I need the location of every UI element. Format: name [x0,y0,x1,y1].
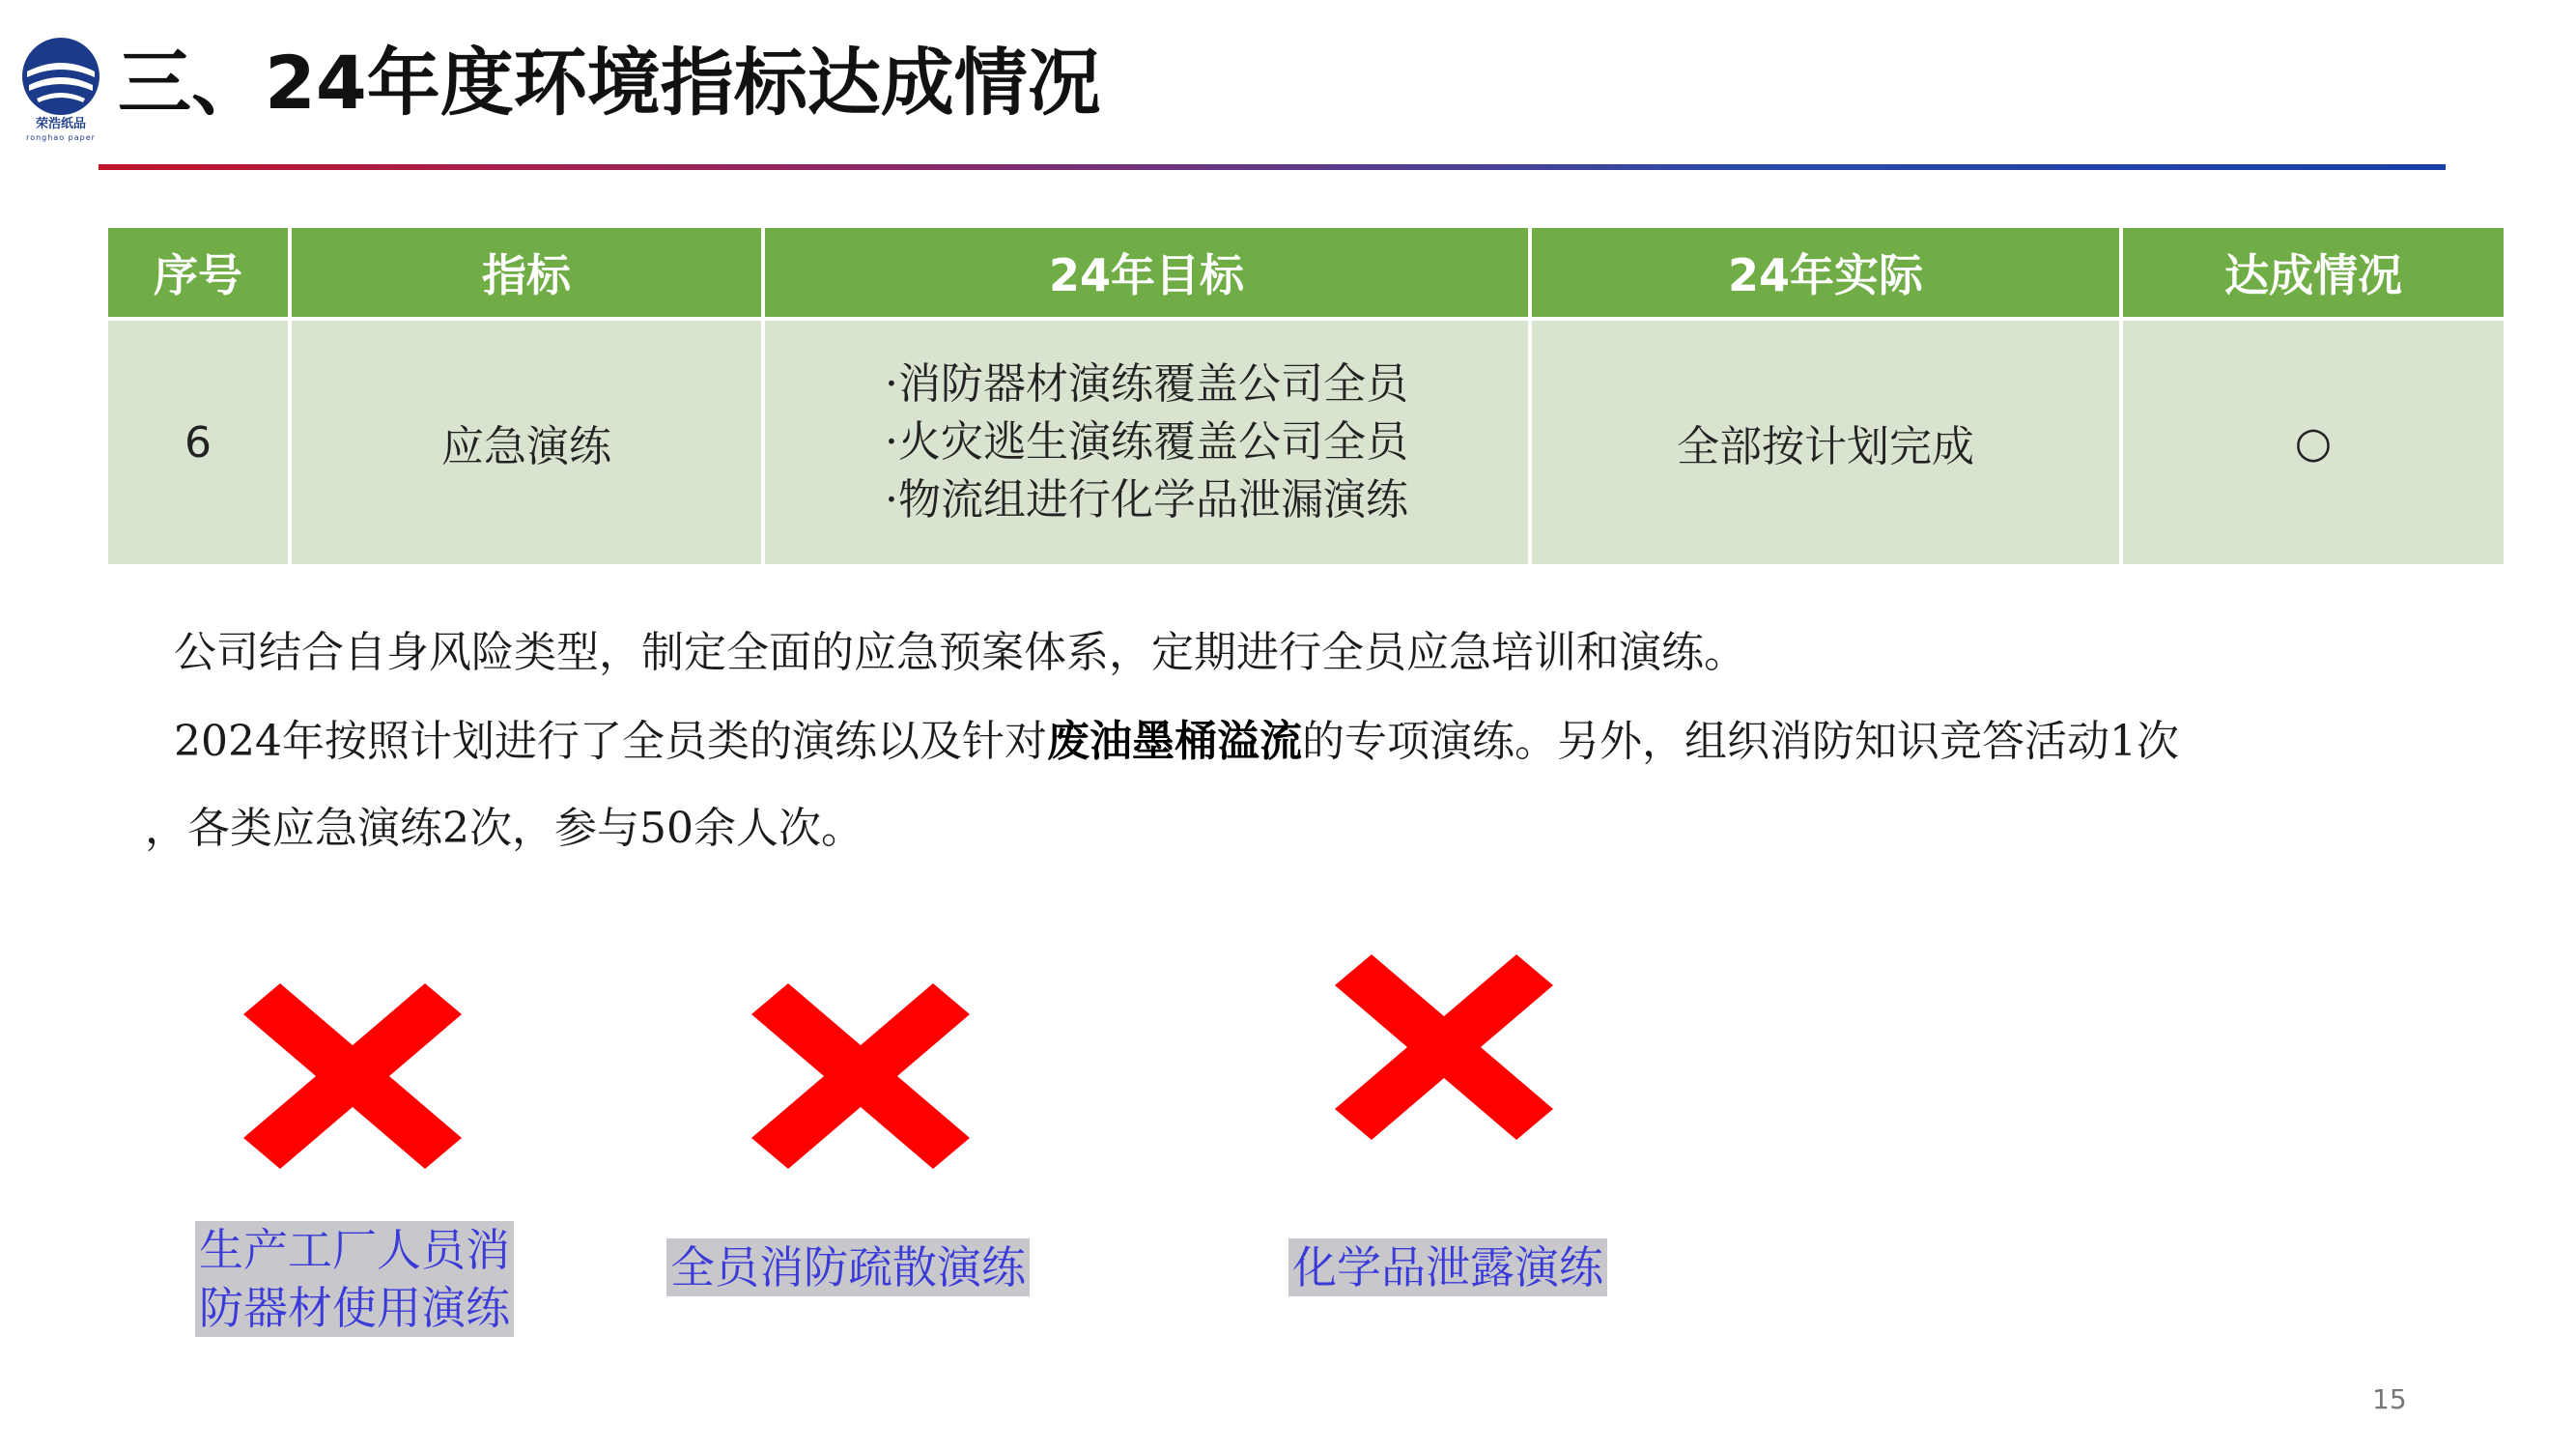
caption-line: 化学品泄露演练 [1288,1238,1607,1296]
caption-line: 防器材使用演练 [195,1279,514,1337]
body-bold-text: 废油墨桶溢流 [1046,717,1302,766]
cell-index: 6 [106,319,290,566]
table-header-row [106,226,2505,319]
header-target: 24年目标 [763,226,1530,319]
logo-text: 荣浩纸品 [35,117,86,131]
image-caption-3 [1288,1238,1607,1296]
caption-line: 生产工厂人员消 [195,1221,514,1279]
cross-icon [243,983,462,1169]
target-item: ·物流组进行化学品泄漏演练 [885,475,1408,525]
target-item: ·火灾逃生演练覆盖公司全员 [885,417,1408,467]
cross-icon [751,983,970,1169]
cross-icon [1335,954,1553,1140]
body-text: 的专项演练。另外，组织消防知识竞答活动1次 [1301,717,2179,766]
header-index: 序号 [106,226,290,319]
company-logo [17,35,104,141]
table-row [106,319,2505,566]
cell-indicator: 应急演练 [290,319,763,566]
logo-emblem-icon [17,35,104,118]
cell-status: ○ [2121,319,2505,566]
header-status: 达成情况 [2121,226,2505,319]
metrics-table [104,224,2507,568]
caption-line: 全员消防疏散演练 [666,1238,1030,1296]
image-caption-1 [195,1221,514,1337]
target-item: ·消防器材演练覆盖公司全员 [885,359,1408,409]
page-number: 15 [2372,1383,2407,1415]
header-indicator: 指标 [290,226,763,319]
cell-actual: 全部按计划完成 [1530,319,2121,566]
header-actual: 24年实际 [1530,226,2121,319]
body-text: 2024年按照计划进行了全员类的演练以及针对 [174,717,1047,766]
image-caption-2 [666,1238,1030,1296]
cell-targets [763,319,1530,566]
page-title: 三、24年度环境指标达成情况 [118,40,1101,126]
body-paragraph-3: ，各类应急演练2次，参与50余人次。 [145,804,863,853]
logo-subtext: ronghao paper [26,133,96,142]
body-paragraph-1: 公司结合自身风险类型，制定全面的应急预案体系，定期进行全员应急培训和演练。 [174,628,1746,677]
title-divider [99,164,2446,170]
body-paragraph-2 [174,717,2179,766]
